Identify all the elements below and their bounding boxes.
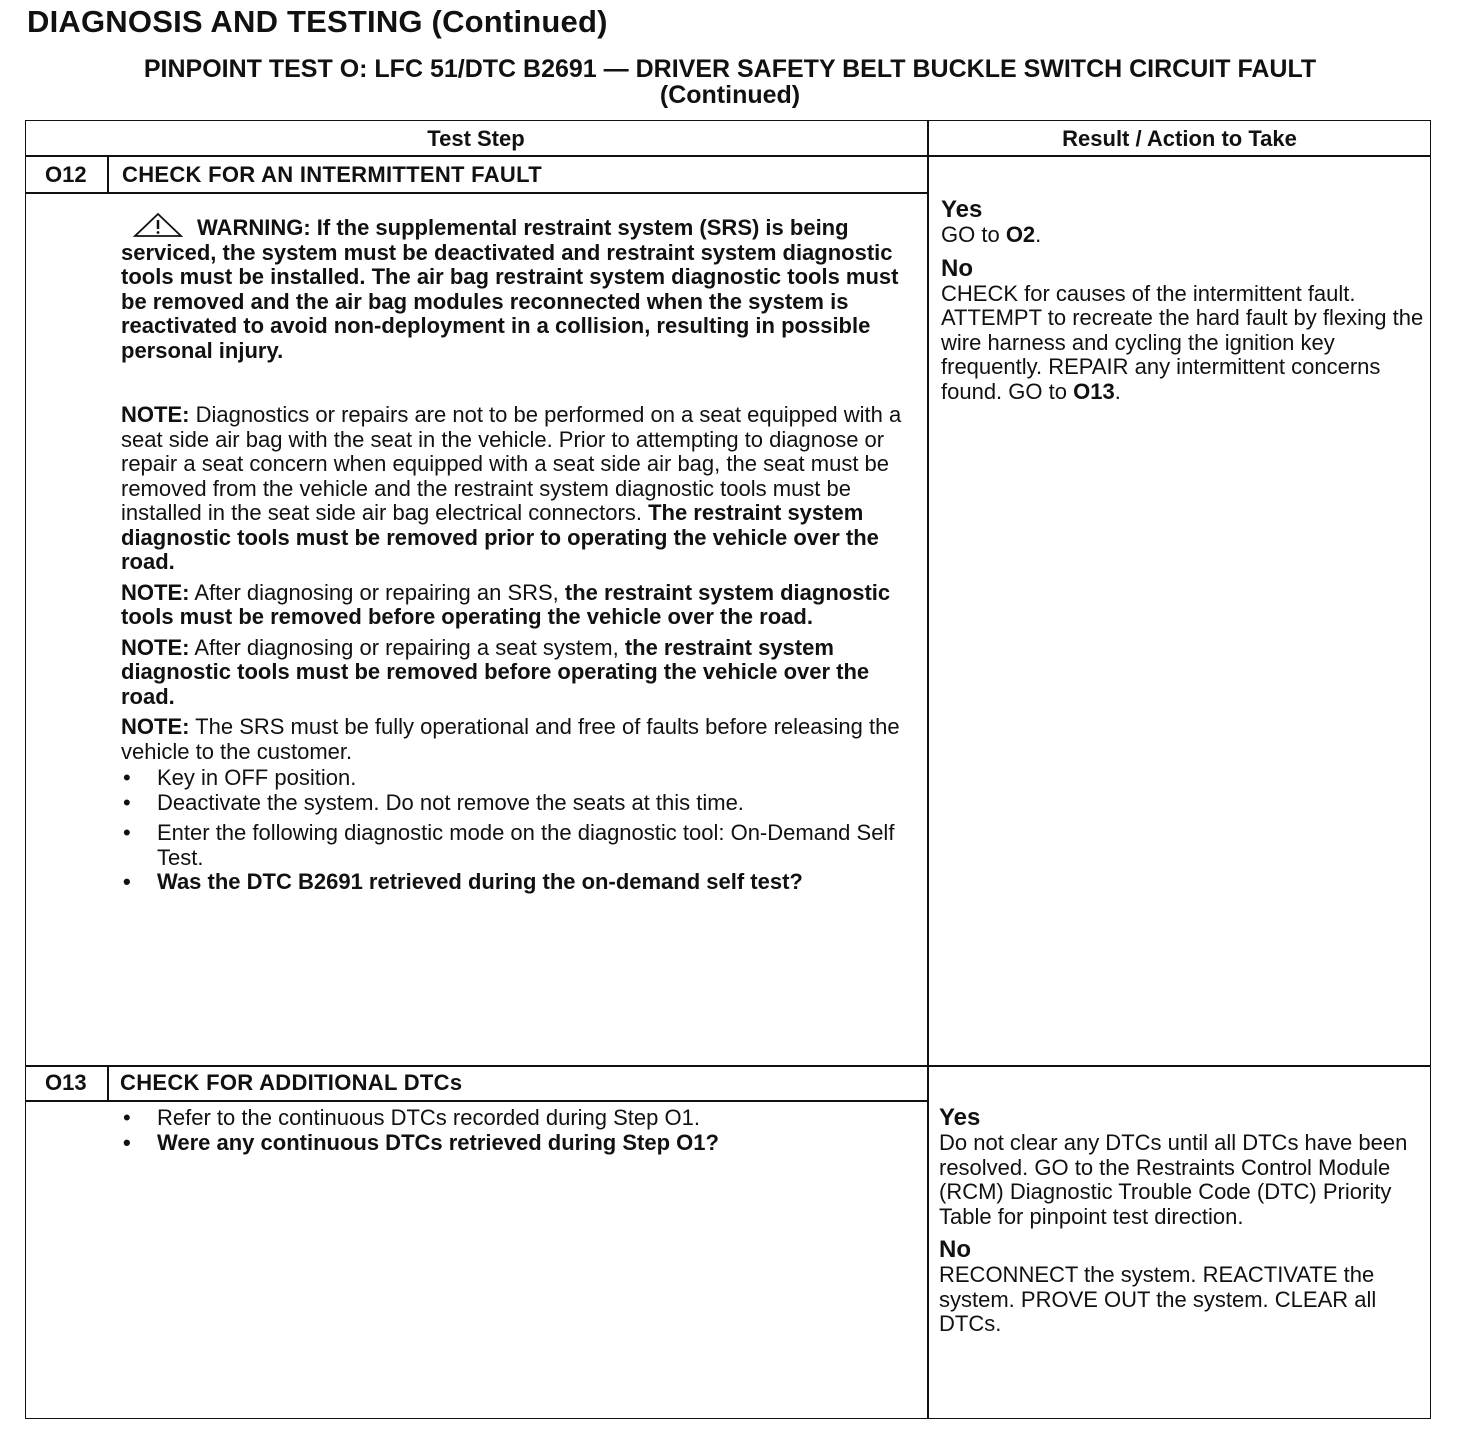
note-srs-repair	[121, 581, 921, 630]
result-yes-o12	[941, 197, 1425, 248]
list-item-question: • Was the DTC B2691 retrieved during the on-demand self test?	[121, 870, 921, 895]
note-label: NOTE:	[121, 714, 190, 739]
result-o12	[941, 197, 1425, 412]
step-body-o13	[121, 1106, 921, 1155]
result-no-label: No	[941, 254, 973, 282]
row-divider	[25, 1065, 1431, 1067]
o13-title-divider	[25, 1100, 928, 1102]
list-item: • Deactivate the system. Do not remove the seats at this time.	[121, 791, 921, 816]
step-number-divider-o13	[107, 1065, 109, 1101]
step-title-o12: CHECK FOR AN INTERMITTENT FAULT	[122, 162, 542, 187]
result-yes-label: Yes	[939, 1104, 981, 1131]
result-yes-label: Yes	[941, 196, 983, 223]
warning-triangle-icon	[133, 212, 183, 238]
note-seat-repair	[121, 636, 921, 710]
step-reference: O2	[1005, 222, 1036, 247]
note-text: The SRS must be fully operational and free of faults before releasing the vehicle to the customer.	[121, 714, 900, 764]
warning-paragraph	[121, 212, 921, 363]
note-label: NOTE:	[121, 634, 190, 660]
column-header-test-step: Test Step	[427, 126, 525, 151]
step-reference: O13	[1073, 378, 1115, 404]
test-title-line2: (Continued)	[659, 81, 801, 109]
note-bold-text: the restraint system diagnostic tools must be removed before operating the vehicle over the road.	[121, 579, 891, 629]
note-srs-operational	[121, 715, 921, 764]
header-divider	[25, 155, 1431, 157]
step-title-o13: CHECK FOR ADDITIONAL DTCs	[120, 1070, 463, 1095]
step-actions-o13	[121, 1106, 921, 1155]
column-header-result: Result / Action to Take	[1062, 126, 1297, 151]
list-item: • Refer to the continuous DTCs recorded during Step O1.	[121, 1106, 921, 1131]
pinpoint-test-title	[30, 56, 1430, 108]
note-bold-text: The restraint system diagnostic tools must be removed prior to operating the vehicle over the road.	[121, 500, 879, 574]
test-title-line1: PINPOINT TEST O: LFC 51/DTC B2691 — DRIVER SAFETY BELT BUCKLE SWITCH CIRCUIT FAULT	[143, 55, 1317, 83]
list-item-question: • Were any continuous DTCs retrieved during Step O1?	[121, 1131, 921, 1156]
result-yes-text: Do not clear any DTCs until all DTCs have been resolved. GO to the Restraints Control Module (RCM) Diagnostic Trouble Code (DTC) Priority Table for pinpoint test direction.	[939, 1130, 1408, 1229]
note-bold-text: the restraint system diagnostic tools must be removed before operating the vehicle over the road.	[121, 634, 870, 709]
note-text: After diagnosing or repairing an SRS,	[194, 579, 559, 605]
result-no-o13	[939, 1237, 1427, 1337]
result-o13	[939, 1105, 1427, 1345]
step-number-divider-o12	[107, 155, 109, 193]
result-yes-text: GO to O2.	[941, 222, 1042, 247]
note-label: NOTE:	[121, 402, 190, 427]
note-seat-side-airbag	[121, 403, 921, 575]
step-actions-o12	[121, 766, 921, 895]
warning-text: WARNING: If the supplemental restraint system (SRS) is being serviced, the system must be deactivated and restraint system diagnostic tools must be installed. The air bag restraint system diagnostic tools must be removed and the air bag modules reconnected when the system is reactivated to avoid non-deployment in a collision, resulting in possible personal injury.	[121, 215, 899, 363]
note-text: Diagnostics or repairs are not to be performed on a seat equipped with a seat side air bag with the seat in the vehicle. Prior to attempting to diagnose or repair a seat concern when equipped with a seat side air bag, the seat must be removed from the vehicle and the restraint system diagnostic tools must be installed in the seat side air bag electrical connectors.	[121, 402, 902, 525]
page-title: DIAGNOSIS AND TESTING (Continued)	[27, 4, 608, 39]
result-no-text: RECONNECT the system. REACTIVATE the system. PROVE OUT the system. CLEAR all DTCs.	[939, 1262, 1377, 1336]
column-divider	[927, 120, 929, 1419]
o12-title-divider	[25, 192, 928, 194]
list-item: • Enter the following diagnostic mode on the diagnostic tool: On-Demand Self Test.	[121, 821, 921, 870]
note-text: After diagnosing or repairing a seat system,	[194, 634, 619, 660]
step-number-o13: O13	[45, 1070, 87, 1095]
result-no-label: No	[939, 1236, 971, 1263]
result-no-o12	[941, 256, 1425, 405]
result-no-text: CHECK for causes of the intermittent fault. ATTEMPT to recreate the hard fault by flexing the wire harness and cycling the ignition key frequently. REPAIR any intermittent concerns found. GO to O13.	[941, 280, 1424, 404]
note-label: NOTE:	[121, 579, 190, 605]
step-number-o12: O12	[45, 162, 87, 187]
step-body-o12	[121, 212, 921, 895]
list-item: • Key in OFF position.	[121, 766, 921, 791]
result-yes-o13	[939, 1105, 1427, 1229]
